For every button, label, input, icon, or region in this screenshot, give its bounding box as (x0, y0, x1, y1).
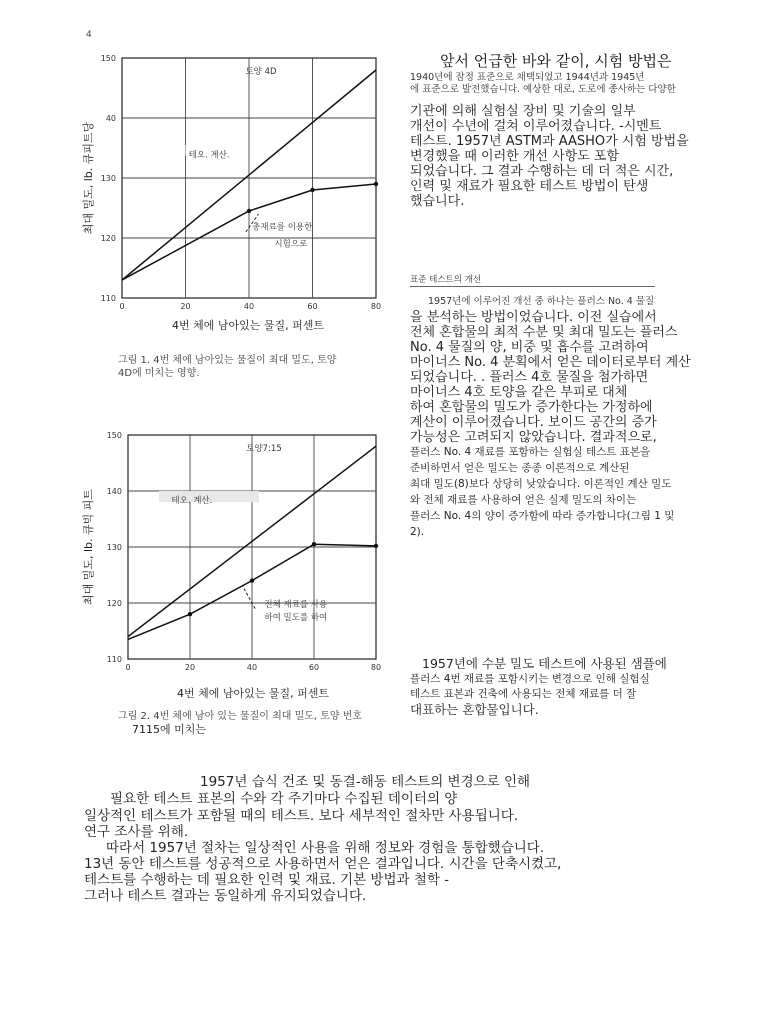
annotation-theoretical: 테오. 계산. (188, 150, 230, 161)
data-point (310, 188, 314, 192)
figure-1-x-label: 4번 체에 남아있는 물질, 퍼센트 (172, 319, 324, 332)
x-tick-label: 40 (246, 663, 258, 672)
annotation-total-material: 총재료를 이용한 (252, 222, 313, 233)
figure-2-chart (80, 425, 385, 675)
text-line: 기관에 의해 실험실 장비 및 기술의 일부 (410, 104, 636, 119)
figure-2-caption-line: 그림 2. 4번 체에 남아 있는 물질이 최대 밀도, 토양 번호 (118, 711, 363, 722)
text-line: 플러스 4번 재료를 포함시키는 변경으로 인해 실험실 (410, 673, 650, 685)
text-line: 준비하면서 얻은 밀도는 종종 이론적으로 계산된 (410, 462, 630, 474)
bottom-line: 필요한 테스트 표본의 수와 각 주기마다 수집된 데이터의 양 (110, 791, 458, 807)
text-line: 했습니다. (410, 194, 465, 209)
bottom-line: 13년 동안 테스트를 성공적으로 사용하면서 얻은 결과입니다. 시간을 단축시켰고, (84, 856, 562, 872)
figure-1-caption-line: 그림 1. 4번 체에 남아있는 물질이 최대 밀도, 토양 (118, 355, 337, 366)
text-line: 계산이 이루어졌습니다. 보이드 공간의 증가 (410, 415, 657, 430)
figure-1-caption-line: 4D에 미치는 영향. (118, 368, 200, 379)
text-line: 가능성은 고려되지 않았습니다. 결과적으로, (410, 430, 657, 445)
x-tick-label: 20 (180, 302, 191, 311)
text-line: 테스트 표본과 건축에 사용되는 전체 재료를 더 잘 (410, 688, 637, 700)
data-point (250, 578, 254, 582)
y-tick-label: 110 (100, 294, 116, 303)
text-line: 에 표준으로 발전했습니다. 예상한 대로, 도로에 종사하는 다양한 (410, 84, 676, 95)
text-line: 을 분석하는 방법이었습니다. 이전 실습에서 (410, 310, 657, 325)
figure-2-svg (80, 425, 385, 675)
y-tick-label: 110 (106, 655, 122, 664)
chart-title: 토양7:15 (246, 444, 282, 454)
annotation-leader (243, 586, 255, 608)
chart-title: 토양 4D (245, 67, 277, 77)
data-point (374, 544, 378, 548)
text-line: 플러스 No. 4 재료를 포함하는 실험실 테스트 표본을 (410, 446, 651, 458)
text-line: 1957년에 수분 밀도 테스트에 사용된 샘플에 (422, 656, 667, 671)
x-tick-label: 80 (370, 663, 382, 672)
figure-2-caption-line: 7115에 미치는 (132, 723, 206, 736)
annotation-theoretical: 테오. 계산. (171, 495, 213, 506)
text-line: 1940년에 잠정 표준으로 채택되었고 1944년과 1945년 (410, 72, 645, 83)
annotation-total-material: 전체 재료를 사용 (264, 599, 328, 610)
y-axis-label: 최대 밀도, lb. 큐빅 피트 (82, 488, 95, 606)
x-tick-label: 60 (308, 663, 320, 672)
figure-1-chart (80, 48, 385, 313)
section-body-b (410, 444, 755, 540)
text-line: 변경했을 때 이러한 개선 사항도 포함 (410, 149, 620, 164)
text-line: 대표하는 혼합물입니다. (410, 702, 539, 717)
y-tick-label: 140 (106, 487, 122, 496)
text-line: 개선이 수년에 걸쳐 이루어졌습니다. -시멘트 (410, 119, 662, 134)
text-line: 마이너스 No. 4 분획에서 얻은 데이터로부터 계산 (410, 355, 691, 370)
y-tick-label: 130 (106, 543, 122, 552)
figure-2-x-label: 4번 체에 남아있는 물질, 퍼센트 (177, 687, 329, 700)
text-line: 최대 밀도(8)보다 상당히 낮았습니다. 이론적인 계산 밀도 (410, 478, 672, 490)
page-number: 4 (86, 30, 92, 40)
bottom-line: 테스트를 수행하는 데 필요한 인력 및 재료. 기본 방법과 철학 - (84, 872, 450, 888)
text-line: No. 4 물질의 양, 비중 및 흡수를 고려하여 (410, 340, 649, 355)
text-line: 플러스 No. 4의 양이 증가함에 따라 증가합니다(그림 1 및 (410, 510, 675, 522)
x-tick-label: 20 (184, 663, 196, 672)
text-line: 마이너스 4호 토양을 같은 부피로 대체 (410, 385, 628, 400)
y-axis-label: 최대 밀도, lb. 큐피트당 (82, 121, 95, 235)
annotation-total-material: 시험으로 (274, 239, 308, 250)
right-top-body (410, 104, 750, 209)
y-tick-label: 150 (106, 431, 122, 440)
text-line: 와 전체 재료를 사용하여 얻은 실제 밀도의 차이는 (410, 494, 637, 506)
y-tick-label: 130 (100, 174, 116, 183)
section-rule (410, 286, 655, 287)
text-line: 전체 혼합물의 최적 수분 및 최대 밀도는 플러스 (410, 325, 678, 340)
x-tick-label: 40 (243, 302, 255, 311)
right-top-small (410, 72, 750, 96)
data-point (312, 542, 316, 546)
text-line: 2). (410, 526, 425, 538)
section-title: 표준 테스트의 개선 (410, 275, 482, 285)
x-tick-label: 0 (125, 663, 131, 672)
section-body-a (410, 310, 755, 445)
figure-1-caption (118, 354, 336, 380)
bottom-line: 그러나 테스트 결과는 동일하게 유지되었습니다. (84, 888, 367, 904)
data-point (188, 612, 192, 616)
text-line: 테스트. 1957년 ASTM과 AASHO가 시험 방법을 (410, 134, 689, 149)
y-tick-label: 150 (100, 54, 116, 63)
x-tick-label: 80 (370, 302, 382, 311)
right-top-heading: 앞서 언급한 바와 같이, 시험 방법은 (440, 52, 672, 70)
x-tick-label: 60 (307, 302, 318, 311)
bottom-line: 연구 조사를 위해. (84, 824, 189, 840)
y-tick-label: 40 (105, 114, 116, 123)
bottom-line: 일상적인 테스트가 포함될 때의 테스트. 보다 세부적인 절차만 사용됩니다. (84, 808, 519, 824)
figure-2-caption (118, 710, 362, 736)
text-line: 하여 혼합물의 밀도가 증가한다는 가정하에 (410, 400, 653, 415)
data-point (374, 182, 378, 186)
bottom-line: 1957년 습식 건조 및 동결-해동 테스트의 변경으로 인해 (200, 774, 531, 790)
text-line: 되었습니다. . 플러스 4호 물질을 첨가하면 (410, 370, 649, 385)
bottom-line: 따라서 1957년 절차는 일상적인 사용을 위해 정보와 경험을 통합했습니다. (106, 840, 545, 856)
text-line: 되었습니다. 그 결과 수행하는 데 더 적은 시간, (410, 164, 674, 179)
y-tick-label: 120 (106, 599, 122, 608)
x-tick-label: 0 (119, 302, 125, 311)
figure-1-svg (80, 48, 385, 313)
annotation-total-material: 하여 밀도를 하여 (264, 612, 328, 623)
text-line: 인력 및 재료가 필요한 테스트 방법이 탄생 (410, 179, 649, 194)
y-tick-label: 120 (100, 234, 116, 243)
section-small: 1957년에 이루어진 개선 중 하나는 플러스 No. 4 물질 (428, 296, 655, 307)
data-point (247, 209, 251, 213)
sample-paragraph (410, 656, 755, 717)
